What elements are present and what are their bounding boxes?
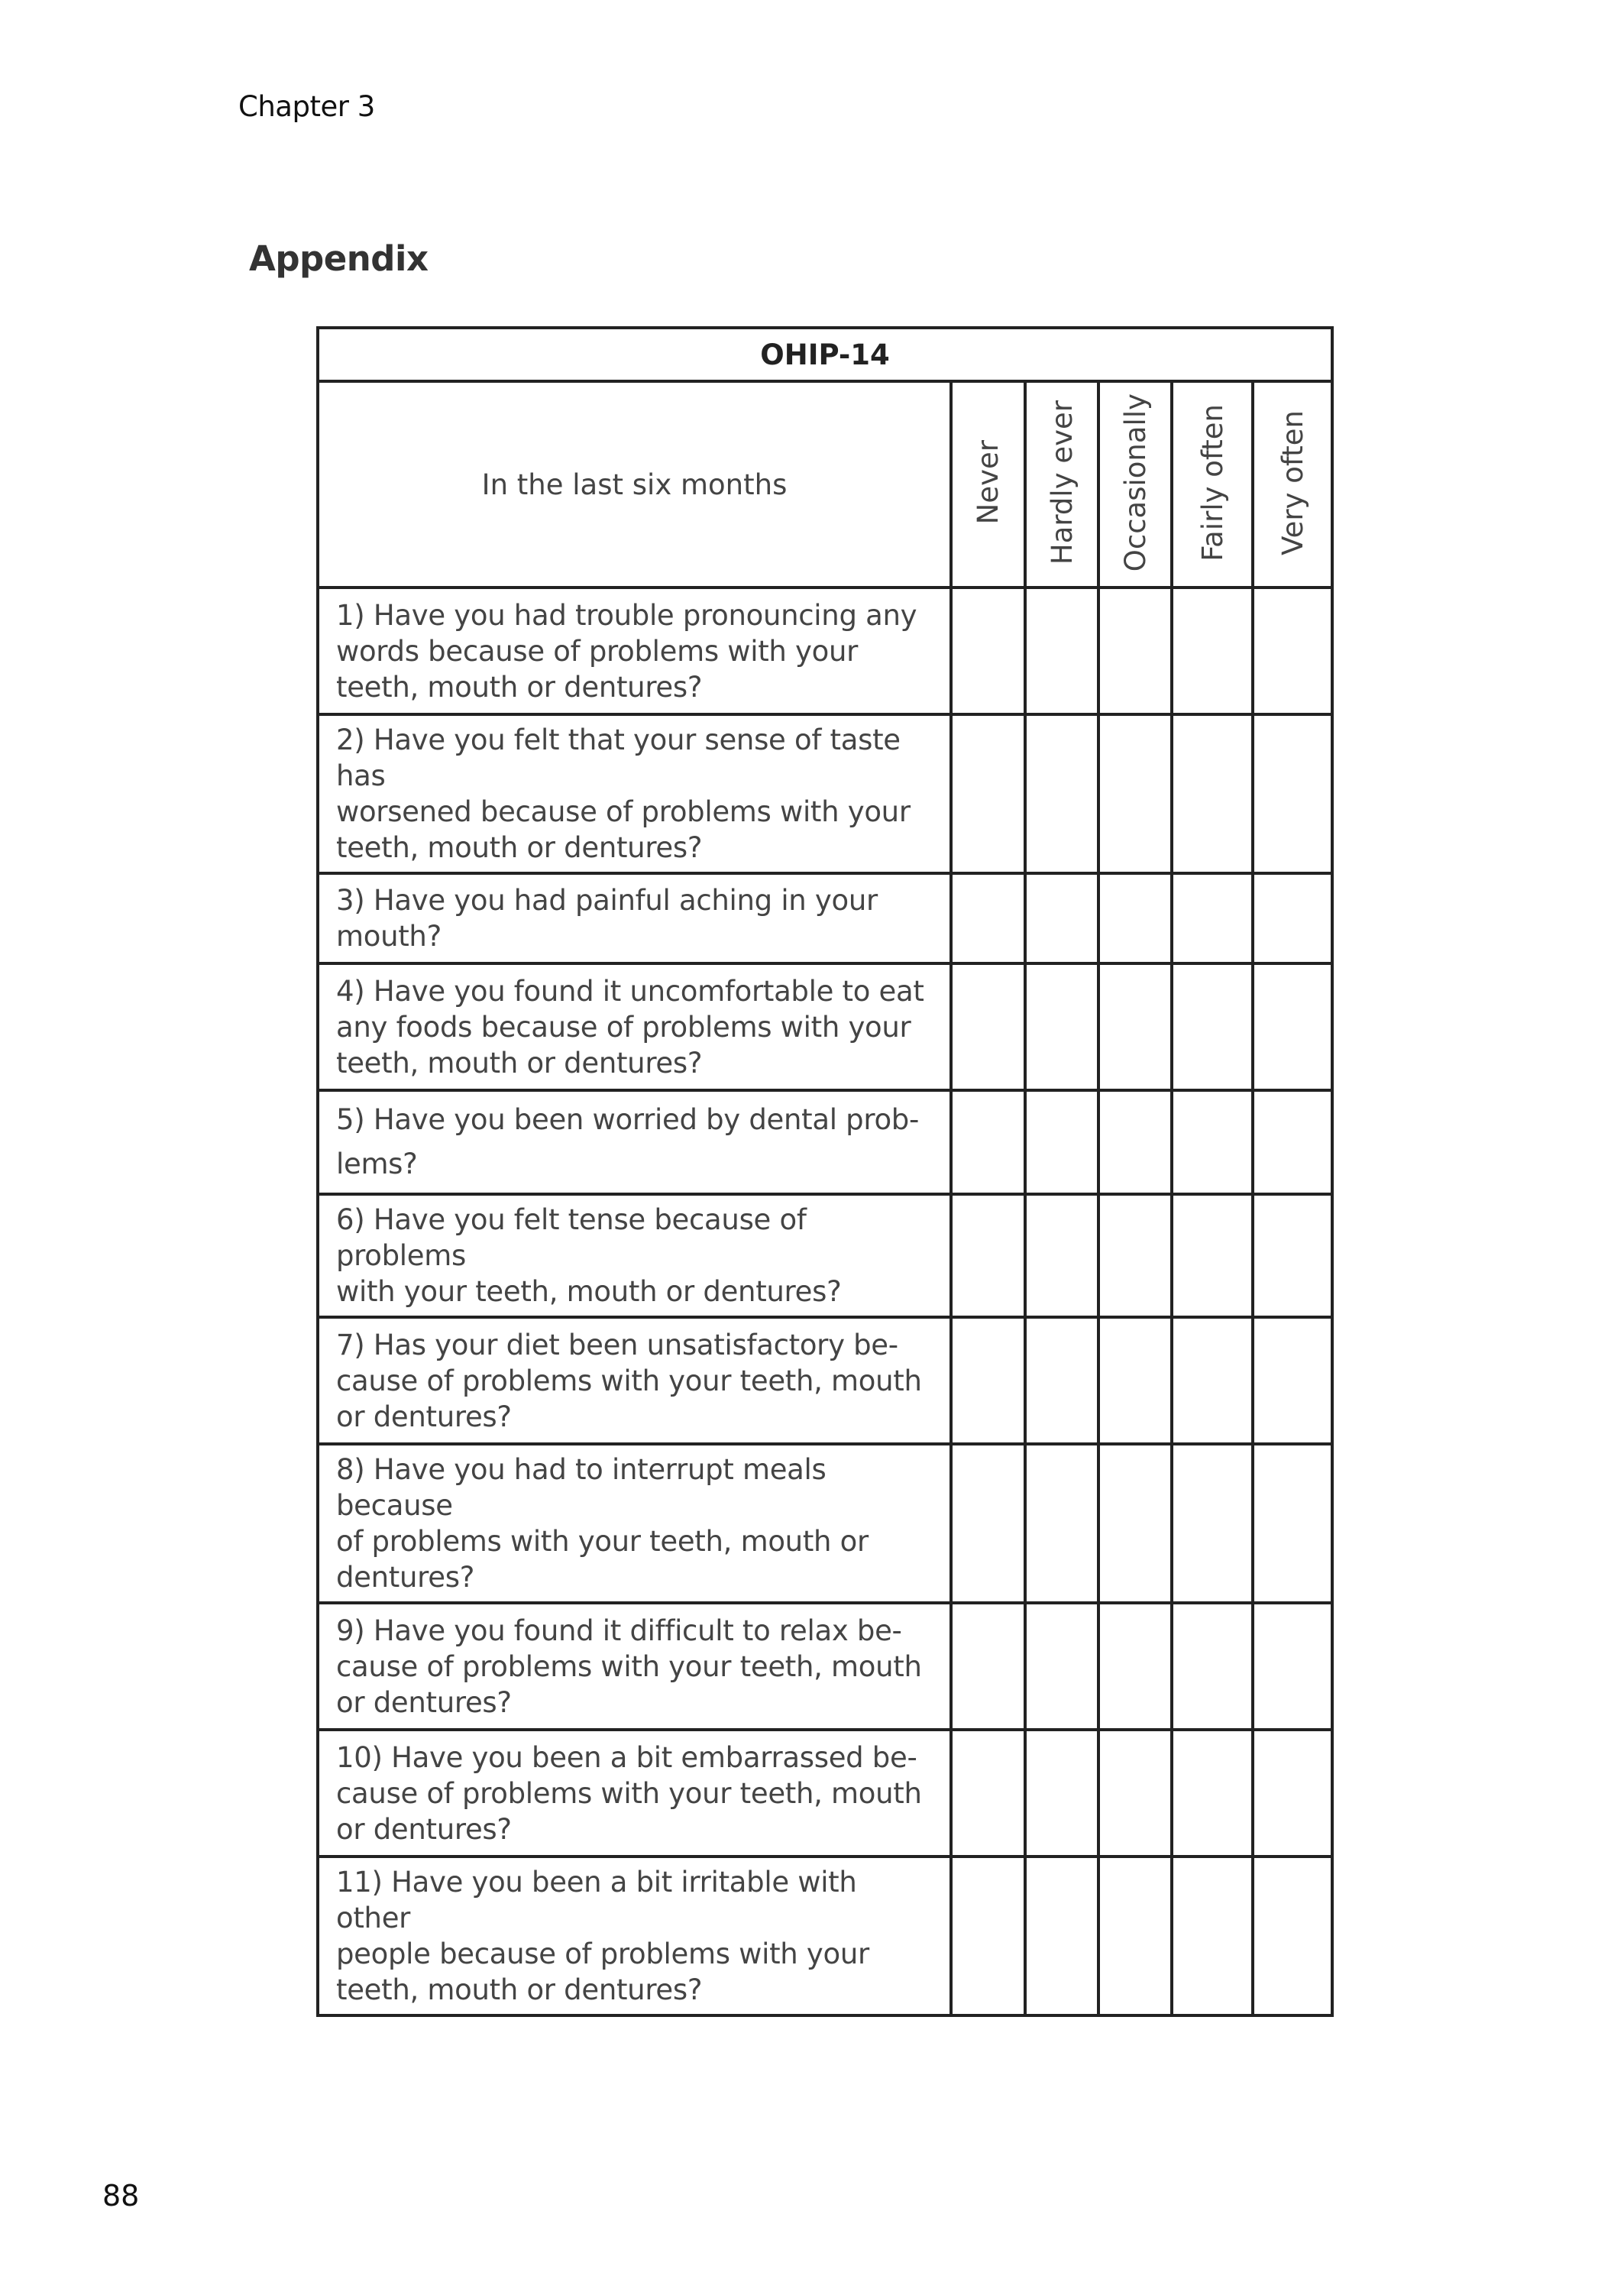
question-text: 5) Have you been worried by dental prob- lems?: [336, 1103, 920, 1180]
answer-box-never[interactable]: [951, 1603, 1025, 1730]
section-title: Appendix: [249, 238, 429, 279]
answer-box-fairly-often[interactable]: [1172, 1730, 1253, 1857]
question-row: [318, 588, 1332, 714]
answer-box-occasionally[interactable]: [1098, 1194, 1172, 1317]
answer-box-hardly-ever[interactable]: [1025, 588, 1098, 714]
table-intro: In the last six months: [318, 381, 951, 588]
question-cell: [318, 1317, 951, 1444]
answer-box-fairly-often[interactable]: [1172, 873, 1253, 963]
answer-box-very-often[interactable]: [1253, 1857, 1332, 2015]
column-header-fairly-often: [1172, 381, 1253, 588]
answer-box-hardly-ever[interactable]: [1025, 1857, 1098, 2015]
running-head: Chapter 3: [238, 90, 375, 123]
question-cell: [318, 1194, 951, 1317]
column-header-never: [951, 381, 1025, 588]
question-text: 11) Have you been a bit irritable with other people because of problems with your teeth, mouth or dentures?: [336, 1866, 869, 2006]
question-text: 1) Have you had trouble pronouncing any words because of problems with your teeth, mouth or dentures?: [336, 598, 917, 704]
answer-box-occasionally[interactable]: [1098, 1090, 1172, 1194]
answer-box-fairly-often[interactable]: [1172, 1090, 1253, 1194]
answer-box-occasionally[interactable]: [1098, 1857, 1172, 2015]
answer-box-fairly-often[interactable]: [1172, 714, 1253, 873]
answer-box-very-often[interactable]: [1253, 1730, 1332, 1857]
column-header-occasionally: [1098, 381, 1172, 588]
question-text: 3) Have you had painful aching in your mouth?: [336, 884, 878, 953]
answer-box-very-often[interactable]: [1253, 1194, 1332, 1317]
answer-box-never[interactable]: [951, 963, 1025, 1090]
answer-box-occasionally[interactable]: [1098, 588, 1172, 714]
answer-box-never[interactable]: [951, 588, 1025, 714]
answer-box-fairly-often[interactable]: [1172, 1444, 1253, 1603]
column-header-hardly-ever: [1025, 381, 1098, 588]
question-cell: [318, 1090, 951, 1194]
question-cell: [318, 1857, 951, 2015]
answer-box-very-often[interactable]: [1253, 1317, 1332, 1444]
column-label: Fairly often: [1195, 403, 1229, 562]
answer-box-fairly-often[interactable]: [1172, 1603, 1253, 1730]
question-text: 2) Have you felt that your sense of taste has worsened because of problems with your teeth, mouth or dentures?: [336, 724, 911, 864]
table-title: OHIP-14: [318, 328, 1332, 381]
column-header-very-often: [1253, 381, 1332, 588]
answer-box-never[interactable]: [951, 1857, 1025, 2015]
answer-box-never[interactable]: [951, 1730, 1025, 1857]
question-row: [318, 1317, 1332, 1444]
answer-box-fairly-often[interactable]: [1172, 963, 1253, 1090]
question-row: [318, 1090, 1332, 1194]
question-cell: [318, 714, 951, 873]
question-row: [318, 873, 1332, 963]
answer-box-very-often[interactable]: [1253, 963, 1332, 1090]
column-label: Never: [972, 440, 1004, 525]
answer-box-occasionally[interactable]: [1098, 1444, 1172, 1603]
answer-box-hardly-ever[interactable]: [1025, 873, 1098, 963]
page-number: 88: [102, 2179, 140, 2213]
answer-box-very-often[interactable]: [1253, 588, 1332, 714]
answer-box-occasionally[interactable]: [1098, 1317, 1172, 1444]
answer-box-fairly-often[interactable]: [1172, 1857, 1253, 2015]
answer-box-occasionally[interactable]: [1098, 1603, 1172, 1730]
column-label: Very often: [1276, 410, 1309, 555]
answer-box-never[interactable]: [951, 714, 1025, 873]
question-row: [318, 963, 1332, 1090]
answer-box-very-often[interactable]: [1253, 1603, 1332, 1730]
question-row: [318, 1730, 1332, 1857]
answer-box-occasionally[interactable]: [1098, 714, 1172, 873]
question-row: [318, 1444, 1332, 1603]
answer-box-hardly-ever[interactable]: [1025, 1194, 1098, 1317]
question-text: 8) Have you had to interrupt meals because of problems with your teeth, mouth or dentures?: [336, 1453, 869, 1594]
answer-box-fairly-often[interactable]: [1172, 1194, 1253, 1317]
answer-box-occasionally[interactable]: [1098, 1730, 1172, 1857]
question-text: 4) Have you found it uncomfortable to eat any foods because of problems with your teeth, mouth or dentures?: [336, 974, 924, 1080]
answer-box-fairly-often[interactable]: [1172, 588, 1253, 714]
question-text: 6) Have you felt tense because of problems with your teeth, mouth or dentures?: [336, 1203, 842, 1308]
answer-box-very-often[interactable]: [1253, 873, 1332, 963]
answer-box-very-often[interactable]: [1253, 1444, 1332, 1603]
question-row: [318, 1857, 1332, 2015]
question-cell: [318, 588, 951, 714]
question-cell: [318, 963, 951, 1090]
question-row: [318, 1603, 1332, 1730]
question-cell: [318, 873, 951, 963]
question-cell: [318, 1444, 951, 1603]
answer-box-hardly-ever[interactable]: [1025, 1444, 1098, 1603]
ohip-14-table: [316, 326, 1334, 2017]
answer-box-never[interactable]: [951, 873, 1025, 963]
column-label: Hardly ever: [1045, 400, 1079, 565]
answer-box-never[interactable]: [951, 1444, 1025, 1603]
question-row: [318, 1194, 1332, 1317]
answer-box-very-often[interactable]: [1253, 1090, 1332, 1194]
question-row: [318, 714, 1332, 873]
answer-box-never[interactable]: [951, 1194, 1025, 1317]
answer-box-occasionally[interactable]: [1098, 963, 1172, 1090]
answer-box-hardly-ever[interactable]: [1025, 1603, 1098, 1730]
question-cell: [318, 1603, 951, 1730]
answer-box-hardly-ever[interactable]: [1025, 1317, 1098, 1444]
answer-box-hardly-ever[interactable]: [1025, 1730, 1098, 1857]
question-text: 10) Have you been a bit embarrassed be- cause of problems with your teeth, mouth or dentures?: [336, 1740, 922, 1846]
question-cell: [318, 1730, 951, 1857]
answer-box-occasionally[interactable]: [1098, 873, 1172, 963]
answer-box-hardly-ever[interactable]: [1025, 1090, 1098, 1194]
column-label: Occasionally: [1118, 393, 1152, 572]
question-text: 7) Has your diet been unsatisfactory be- cause of problems with your teeth, mouth or dentures?: [336, 1328, 922, 1433]
answer-box-hardly-ever[interactable]: [1025, 963, 1098, 1090]
answer-box-never[interactable]: [951, 1317, 1025, 1444]
answer-box-never[interactable]: [951, 1090, 1025, 1194]
answer-box-hardly-ever[interactable]: [1025, 714, 1098, 873]
answer-box-fairly-often[interactable]: [1172, 1317, 1253, 1444]
question-text: 9) Have you found it difficult to relax be- cause of problems with your teeth, mouth or dentures?: [336, 1614, 922, 1719]
answer-box-very-often[interactable]: [1253, 714, 1332, 873]
